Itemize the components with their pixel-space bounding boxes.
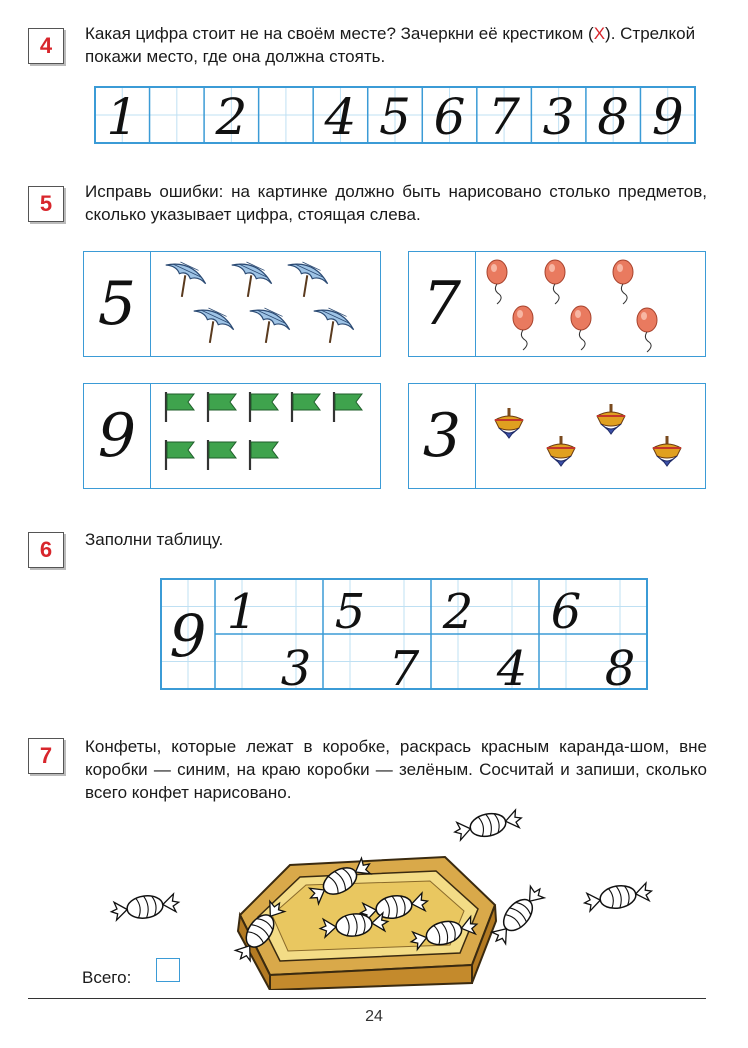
balloon-icon (637, 308, 657, 352)
task-number: 7 (39, 743, 53, 768)
card-digit: 3 (422, 401, 462, 471)
table-bottom-digit[interactable]: 7 (388, 641, 420, 691)
candy-icon (452, 807, 523, 843)
card-flags[interactable] (83, 383, 381, 489)
card-digit: 5 (97, 269, 137, 339)
task-4-digit[interactable]: 8 (597, 88, 630, 144)
card-digit: 9 (97, 401, 137, 471)
table-bottom-digit[interactable]: 4 (496, 641, 528, 691)
spinning-top-icon (597, 404, 625, 434)
task-number: 4 (39, 33, 53, 58)
cross-mark: X (593, 24, 606, 43)
umbrella-icon (184, 303, 237, 350)
task-number: 5 (39, 191, 53, 216)
flag-icon (334, 392, 362, 422)
balloon-icon (545, 260, 565, 304)
task-4-instruction: Какая цифра стоит не на своём месте? Зачеркни её крестиком (X). Стрелкой покажи место, где она должна стоять. (85, 24, 696, 66)
flag-icon (208, 392, 236, 422)
flag-icon (166, 440, 194, 470)
flag-icon (250, 392, 278, 422)
table-top-digit[interactable]: 1 (226, 584, 258, 640)
task-number-badge (28, 186, 64, 222)
task-4-digit[interactable]: 1 (106, 88, 139, 144)
task-6-instruction: Заполни таблицу. (85, 530, 224, 549)
task-4-digit[interactable]: 6 (433, 88, 466, 144)
flag-icon (250, 440, 278, 470)
umbrella-icon (222, 257, 275, 304)
umbrella-icon (278, 257, 331, 304)
table-bottom-digit[interactable]: 3 (280, 641, 312, 691)
candy-icon (110, 891, 180, 922)
spinning-top-icon (495, 408, 523, 438)
table-top-digit[interactable]: 5 (334, 584, 366, 640)
footer-divider (28, 998, 706, 999)
umbrella-icon (240, 303, 293, 350)
task-4-digit-grid[interactable] (94, 86, 696, 144)
balloon-icon (571, 306, 591, 350)
task-4-digit[interactable]: 7 (488, 88, 520, 144)
table-top-digit[interactable]: 2 (442, 584, 474, 640)
task-4-digit[interactable]: 2 (215, 88, 248, 144)
task-5-instruction: Исправь ошибки: на картинке должно быть нарисовано столько предметов, сколько указывает цифра, стоящая слева. (85, 182, 707, 224)
candy-icon (488, 882, 549, 948)
task-4-digit[interactable]: 3 (542, 88, 575, 144)
task-7-instruction: Конфеты, которые лежат в коробке, раскрась красным каранда-шом, вне коробки — синим, на краю коробки — зелёным. Сосчитай и запиши, сколько всего конфет нарисовано. (85, 737, 707, 802)
task-6-decomposition-table[interactable] (159, 577, 649, 691)
flag-icon (292, 392, 320, 422)
balloon-icon (513, 306, 533, 350)
total-answer-box[interactable] (156, 958, 180, 982)
balloon-icon (487, 260, 507, 304)
task-number: 6 (39, 537, 53, 562)
flag-icon (208, 440, 236, 470)
card-digit: 7 (422, 269, 462, 339)
task-4-digit[interactable]: 9 (651, 88, 684, 144)
spinning-top-icon (653, 436, 681, 466)
task-4-digit[interactable]: 5 (379, 88, 411, 144)
table-total-digit: 9 (169, 602, 207, 670)
umbrella-icon (156, 257, 209, 304)
spinning-top-icon (547, 436, 575, 466)
flag-icon (166, 392, 194, 422)
task-4-digit[interactable]: 4 (324, 88, 357, 144)
task-number-badge (28, 28, 64, 64)
table-top-digit[interactable]: 6 (550, 584, 582, 640)
card-balloons[interactable] (408, 251, 706, 357)
umbrella-icon (304, 303, 357, 350)
task-number-badge (28, 738, 64, 774)
task-number-badge (28, 532, 64, 568)
candy-icon (583, 880, 654, 913)
candy-box-illustration (100, 805, 670, 990)
page-number: 24 (365, 1008, 383, 1025)
total-label: Всего: (82, 968, 132, 987)
card-umbrellas[interactable] (83, 251, 381, 357)
card-spinning-tops[interactable] (408, 383, 706, 489)
table-bottom-digit[interactable]: 8 (604, 641, 636, 691)
balloon-icon (613, 260, 633, 304)
